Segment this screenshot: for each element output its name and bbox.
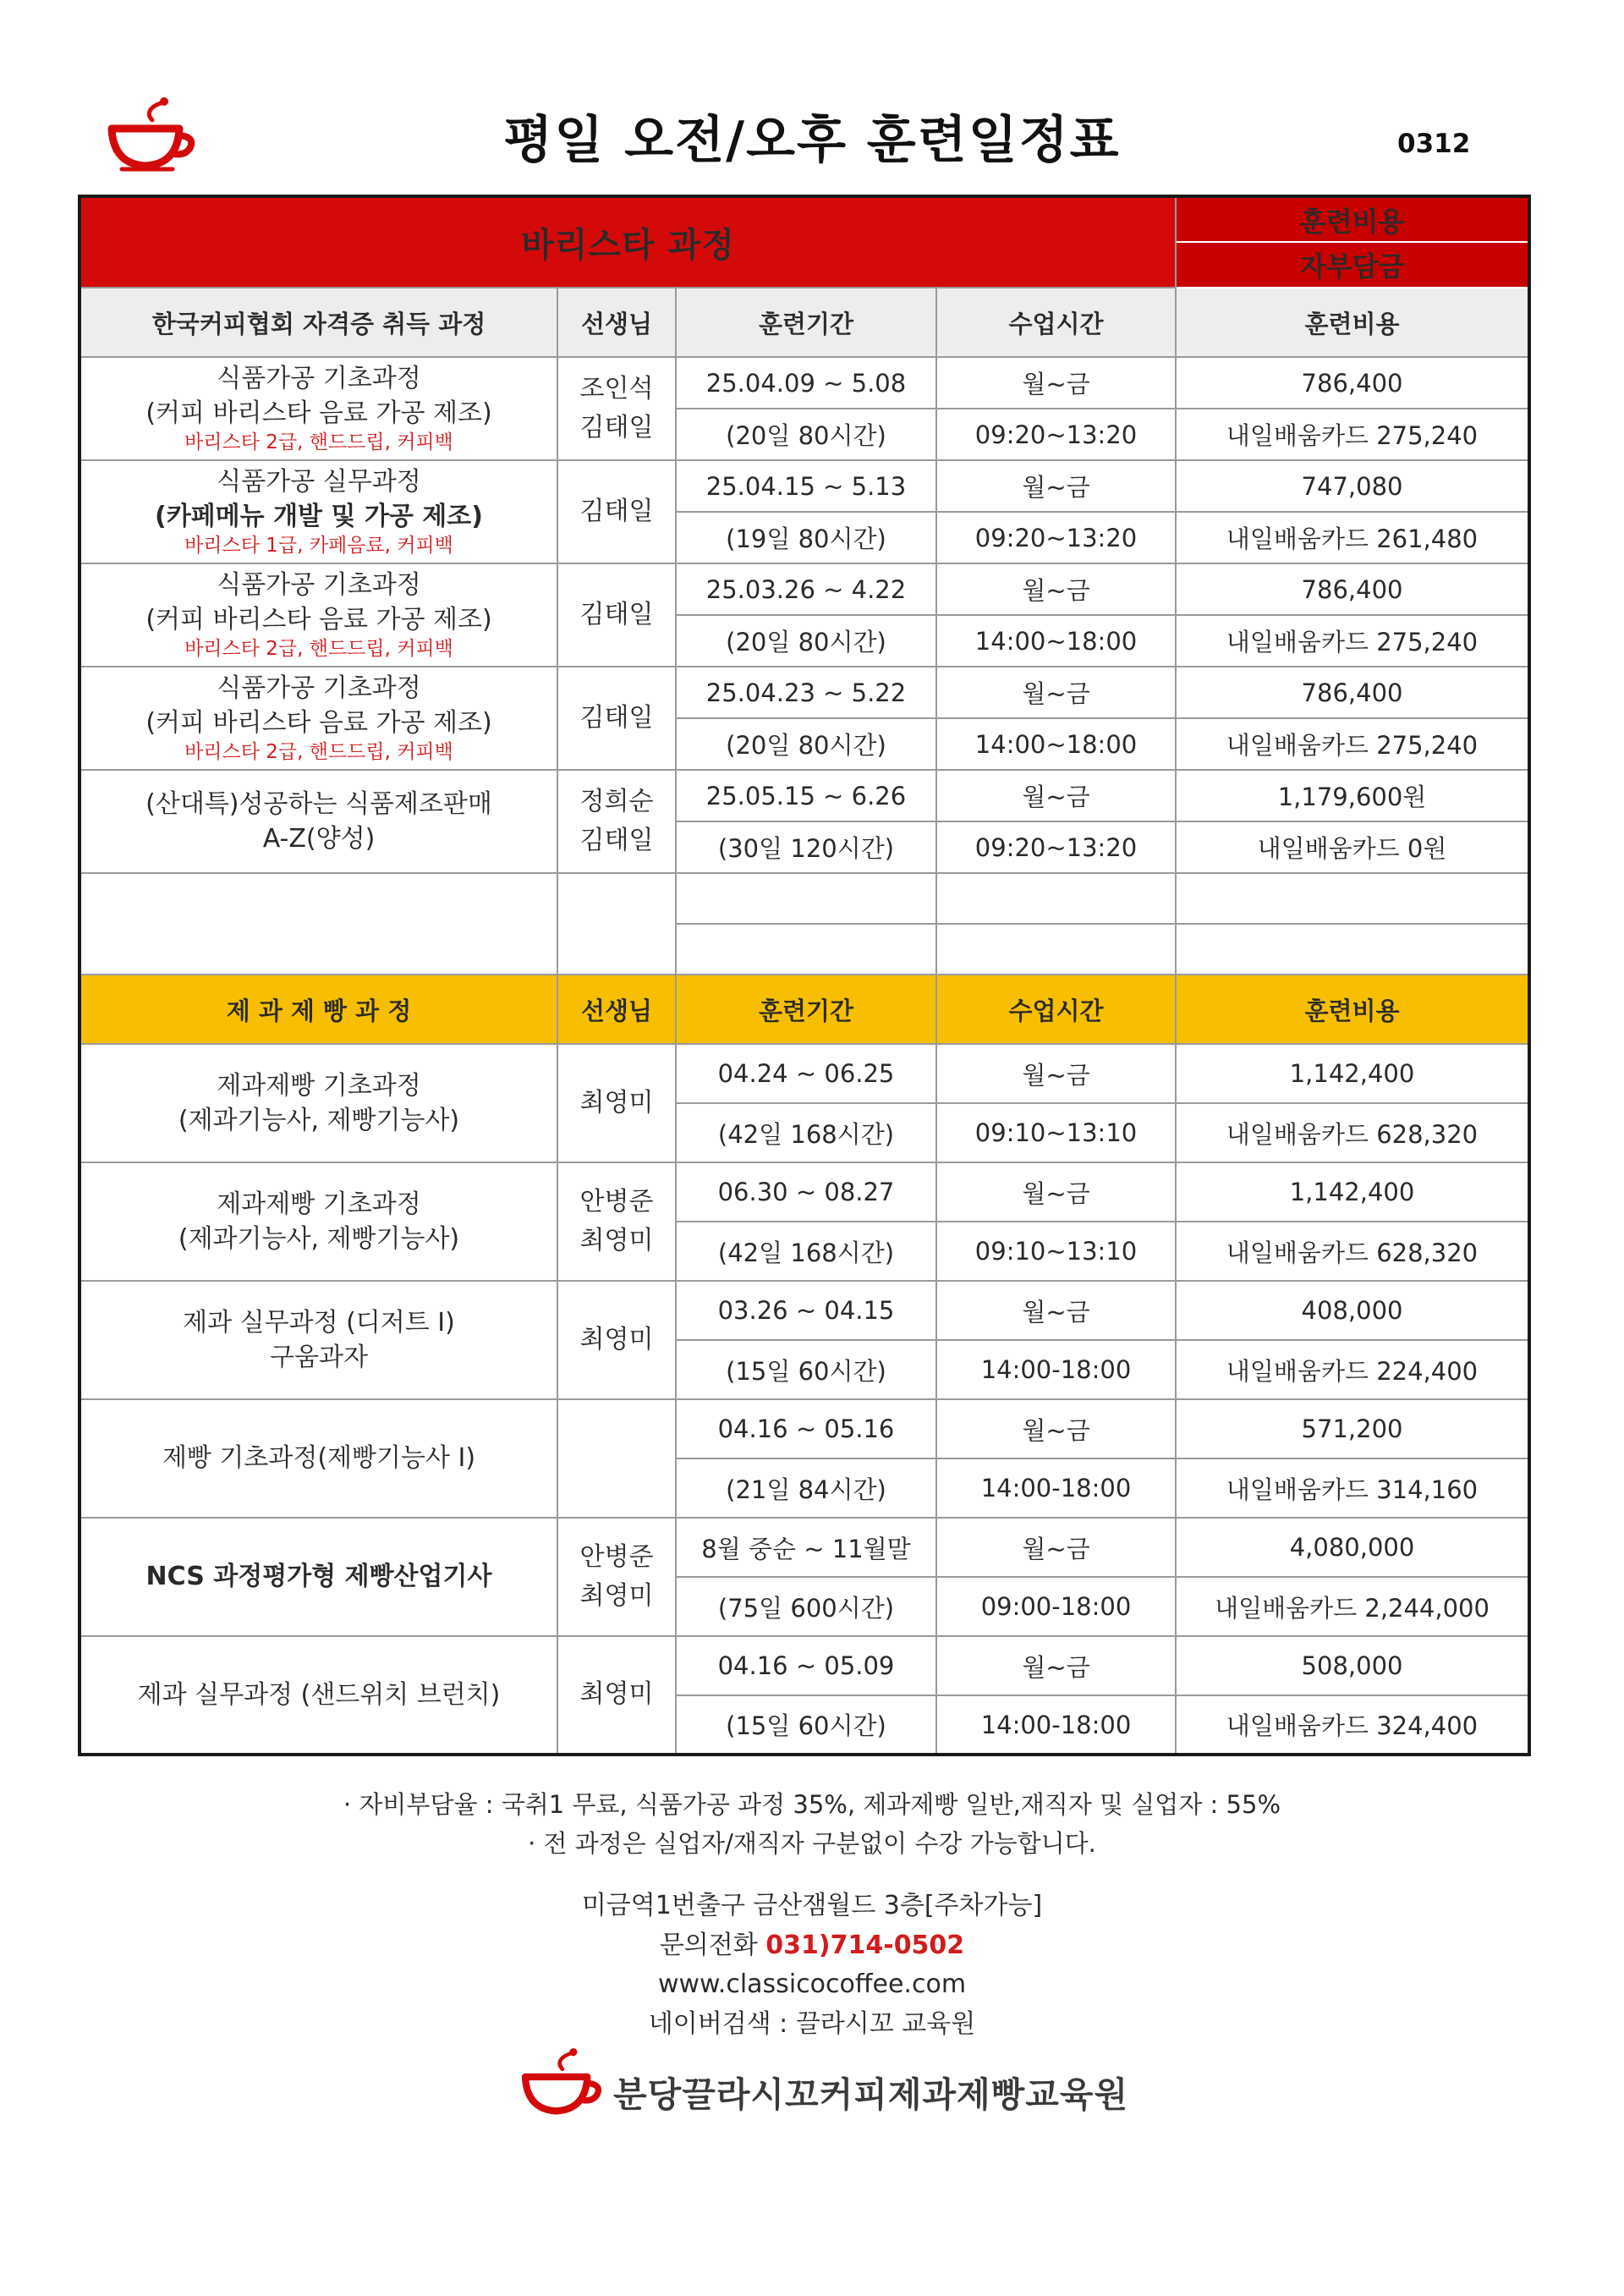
barista-section-title: 바리스타 과정 (80, 196, 1176, 288)
column-header-time: 수업시간 (936, 288, 1176, 357)
naver-search: 네이버검색 : 끌라시꼬 교육원 (648, 2008, 976, 2039)
contact-block (0, 1887, 1624, 2044)
time-cell: 14:00~18:00 (936, 615, 1176, 667)
course-detail: (제과기능사, 제빵기능사) (178, 1106, 460, 1135)
time-cell: 14:00-18:00 (936, 1695, 1176, 1755)
card-cost-cell: 내일배움카드 0원 (1176, 821, 1529, 873)
teacher-cell (557, 357, 676, 460)
document-code: 0312 (1397, 129, 1471, 159)
course-name: NCS 과정평가형 제빵산업기사 (145, 1562, 492, 1592)
duration-cell: (42일 168시간) (676, 1222, 936, 1281)
duration-cell: (20일 80시간) (676, 615, 936, 667)
column-header-period: 훈련기간 (676, 975, 936, 1044)
time-cell: 09:10~13:10 (936, 1103, 1176, 1162)
course-name: 식품가공 기초과정 (217, 673, 421, 703)
table-row (80, 667, 1529, 718)
empty-cell (936, 873, 1176, 924)
teacher-cell (557, 1399, 676, 1518)
teacher-name: 최영미 (579, 1226, 654, 1255)
duration-cell: (30일 120시간) (676, 821, 936, 873)
cup-logo-icon (516, 2041, 609, 2122)
course-name: 제과제빵 기초과정 (217, 1189, 421, 1219)
teacher-name: 최영미 (579, 1324, 654, 1354)
column-header-cost: 훈련비용 (1176, 288, 1529, 357)
period-cell: 25.03.26 ~ 4.22 (676, 563, 936, 615)
empty-cell (936, 924, 1176, 975)
empty-row (80, 873, 1529, 924)
time-cell: 09:20~13:20 (936, 512, 1176, 563)
time-cell: 09:00-18:00 (936, 1577, 1176, 1636)
duration-cell: (75일 600시간) (676, 1577, 936, 1636)
card-cost-cell: 내일배움카드 224,400 (1176, 1340, 1529, 1399)
cost-cell: 4,080,000 (1176, 1518, 1529, 1577)
teacher-name: 최영미 (579, 1087, 654, 1118)
course-name-cell (80, 460, 557, 563)
course-detail: 구움과자 (270, 1343, 368, 1372)
course-name-cell (80, 1044, 557, 1162)
course-certificates: 바리스타 2급, 핸드드립, 커피백 (184, 431, 453, 454)
card-cost-cell: 내일배움카드 628,320 (1176, 1103, 1529, 1162)
period-cell: 06.30 ~ 08.27 (676, 1162, 936, 1222)
days-cell: 월~금 (936, 563, 1176, 615)
time-cell: 14:00~18:00 (936, 718, 1176, 770)
schedule-table (78, 195, 1531, 1756)
days-cell: 월~금 (936, 1044, 1176, 1103)
days-cell: 월~금 (936, 1636, 1176, 1695)
days-cell: 월~금 (936, 460, 1176, 512)
table-row (80, 1044, 1529, 1103)
empty-cell (557, 873, 676, 975)
teacher-cell (557, 563, 676, 667)
days-cell: 월~금 (936, 1399, 1176, 1458)
course-name: 제과제빵 기초과정 (217, 1070, 421, 1101)
teacher-cell (557, 460, 676, 563)
phone-number[interactable]: 031)714-0502 (765, 1930, 965, 1960)
teacher-cell (557, 667, 676, 770)
course-name: 식품가공 기초과정 (217, 569, 421, 600)
period-cell: 8월 중순 ~ 11월말 (676, 1518, 936, 1577)
empty-cell (676, 873, 936, 924)
course-certificates: 바리스타 2급, 핸드드립, 커피백 (184, 741, 453, 764)
days-cell: 월~금 (936, 1162, 1176, 1222)
course-name: (산대특)성공하는 식품제조판매 (145, 788, 492, 819)
days-cell: 월~금 (936, 1281, 1176, 1340)
phone-label: 문의전화 (659, 1930, 758, 1960)
course-detail: (카페메뉴 개발 및 가공 제조) (155, 502, 483, 532)
column-header-teacher: 선생님 (557, 288, 676, 357)
course-detail: (커피 바리스타 음료 가공 제조) (145, 708, 492, 739)
fee-label-self-pay: 자부담금 (1176, 242, 1529, 288)
course-name-cell (80, 1399, 557, 1518)
time-cell: 09:20~13:20 (936, 409, 1176, 460)
cost-cell: 786,400 (1176, 357, 1529, 409)
period-cell: 25.04.15 ~ 5.13 (676, 460, 936, 512)
brand-footer (516, 2041, 1129, 2122)
table-row (80, 1281, 1529, 1340)
brand-name: 분당끌라시꼬커피제과제빵교육원 (613, 2074, 1129, 2115)
duration-cell: (15일 60시간) (676, 1340, 936, 1399)
card-cost-cell: 내일배움카드 324,400 (1176, 1695, 1529, 1755)
time-cell: 14:00-18:00 (936, 1340, 1176, 1399)
period-cell: 04.24 ~ 06.25 (676, 1044, 936, 1103)
teacher-name: 안병준 (579, 1186, 654, 1217)
course-name: 제과 실무과정 (디저트 I) (183, 1307, 455, 1338)
note-line: · 자비부담율 : 국취1 무료, 식품가공 과정 35%, 제과제빵 일반,재직자 및 실업자 : 55% (343, 1790, 1281, 1819)
table-row (80, 563, 1529, 615)
period-cell: 25.04.09 ~ 5.08 (676, 357, 936, 409)
course-name-cell (80, 1518, 557, 1636)
duration-cell: (20일 80시간) (676, 718, 936, 770)
days-cell: 월~금 (936, 667, 1176, 718)
course-certificates: 바리스타 2급, 핸드드립, 커피백 (184, 638, 453, 661)
card-cost-cell: 내일배움카드 275,240 (1176, 718, 1529, 770)
address: 미금역1번출구 금산잼월드 3층[주차가능] (581, 1891, 1043, 1920)
empty-cell (1176, 873, 1529, 924)
card-cost-cell: 내일배움카드 275,240 (1176, 615, 1529, 667)
course-name-cell (80, 563, 557, 667)
duration-cell: (42일 168시간) (676, 1103, 936, 1162)
teacher-cell (557, 1044, 676, 1162)
period-cell: 25.05.15 ~ 6.26 (676, 770, 936, 821)
course-detail: (제과기능사, 제빵기능사) (178, 1224, 460, 1254)
course-detail: (커피 바리스타 음료 가공 제조) (145, 605, 492, 635)
time-cell: 09:10~13:10 (936, 1222, 1176, 1281)
column-header-teacher: 선생님 (557, 975, 676, 1044)
days-cell: 월~금 (936, 770, 1176, 821)
card-cost-cell: 내일배움카드 628,320 (1176, 1222, 1529, 1281)
course-name-cell (80, 770, 557, 873)
note-line: · 전 과정은 실업자/재직자 구분없이 수강 가능합니다. (528, 1829, 1096, 1859)
teacher-cell (557, 1162, 676, 1281)
empty-cell (676, 924, 936, 975)
bakery-section-title: 제 과 제 빵 과 정 (80, 975, 557, 1044)
column-header-cost: 훈련비용 (1176, 975, 1529, 1044)
empty-cell (80, 873, 557, 975)
table-row (80, 460, 1529, 512)
cost-cell: 1,142,400 (1176, 1044, 1529, 1103)
cost-cell: 1,179,600원 (1176, 770, 1529, 821)
teacher-name: 정희순 (579, 786, 654, 816)
column-header-period: 훈련기간 (676, 288, 936, 357)
course-name: 식품가공 실무과정 (217, 466, 421, 497)
cost-cell: 747,080 (1176, 460, 1529, 512)
teacher-name: 조인석 (579, 373, 654, 404)
course-name: 식품가공 기초과정 (217, 363, 421, 393)
teacher-name: 안병준 (579, 1541, 654, 1572)
table-row (80, 1518, 1529, 1577)
days-cell: 월~금 (936, 357, 1176, 409)
card-cost-cell: 내일배움카드 261,480 (1176, 512, 1529, 563)
table-row (80, 1636, 1529, 1695)
teacher-cell (557, 1281, 676, 1399)
period-cell: 03.26 ~ 04.15 (676, 1281, 936, 1340)
notes-block (0, 1785, 1624, 1864)
teacher-name: 김태일 (579, 413, 654, 442)
empty-cell (1176, 924, 1529, 975)
page-title: 평일 오전/오후 훈련일정표 (503, 111, 1121, 170)
cost-cell: 786,400 (1176, 667, 1529, 718)
course-name-cell (80, 1281, 557, 1399)
duration-cell: (21일 84시간) (676, 1458, 936, 1518)
column-header-time: 수업시간 (936, 975, 1176, 1044)
cost-cell: 508,000 (1176, 1636, 1529, 1695)
card-cost-cell: 내일배움카드 314,160 (1176, 1458, 1529, 1518)
teacher-cell (557, 770, 676, 873)
table-row (80, 357, 1529, 409)
course-name-cell (80, 667, 557, 770)
time-cell: 09:20~13:20 (936, 821, 1176, 873)
teacher-name: 김태일 (579, 496, 654, 526)
period-cell: 04.16 ~ 05.16 (676, 1399, 936, 1458)
course-detail: A-Z(양성) (262, 824, 376, 854)
duration-cell: (15일 60시간) (676, 1695, 936, 1755)
cost-cell: 408,000 (1176, 1281, 1529, 1340)
course-certificates: 바리스타 1급, 카페음료, 커피백 (184, 535, 453, 558)
course-name-cell (80, 357, 557, 460)
teacher-name: 김태일 (579, 826, 654, 855)
cost-cell: 786,400 (1176, 563, 1529, 615)
period-cell: 25.04.23 ~ 5.22 (676, 667, 936, 718)
phone-line (0, 1926, 1624, 1966)
card-cost-cell: 내일배움카드 275,240 (1176, 409, 1529, 460)
time-cell: 14:00-18:00 (936, 1458, 1176, 1518)
table-row (80, 1162, 1529, 1222)
teacher-cell (557, 1518, 676, 1636)
course-name: 제빵 기초과정(제빵기능사 I) (162, 1443, 476, 1474)
cost-cell: 1,142,400 (1176, 1162, 1529, 1222)
course-name-cell (80, 1162, 557, 1281)
period-cell: 04.16 ~ 05.09 (676, 1636, 936, 1695)
course-name-cell (80, 1636, 557, 1755)
website-link[interactable]: www.classicocoffee.com (657, 1969, 967, 1999)
duration-cell: (19일 80시간) (676, 512, 936, 563)
card-cost-cell: 내일배움카드 2,244,000 (1176, 1577, 1529, 1636)
table-row (80, 1399, 1529, 1458)
teacher-name: 김태일 (579, 599, 654, 629)
table-row (80, 770, 1529, 821)
teacher-name: 최영미 (579, 1679, 654, 1710)
teacher-name: 최영미 (579, 1581, 654, 1611)
teacher-cell (557, 1636, 676, 1755)
course-name: 제과 실무과정 (샌드위치 브런치) (137, 1679, 501, 1710)
course-detail: (커피 바리스타 음료 가공 제조) (145, 398, 492, 429)
column-header-course: 한국커피협회 자격증 취득 과정 (80, 288, 557, 357)
teacher-name: 김태일 (579, 702, 654, 733)
fee-label-training-cost: 훈련비용 (1176, 196, 1529, 242)
cost-cell: 571,200 (1176, 1399, 1529, 1458)
duration-cell: (20일 80시간) (676, 409, 936, 460)
days-cell: 월~금 (936, 1518, 1176, 1577)
